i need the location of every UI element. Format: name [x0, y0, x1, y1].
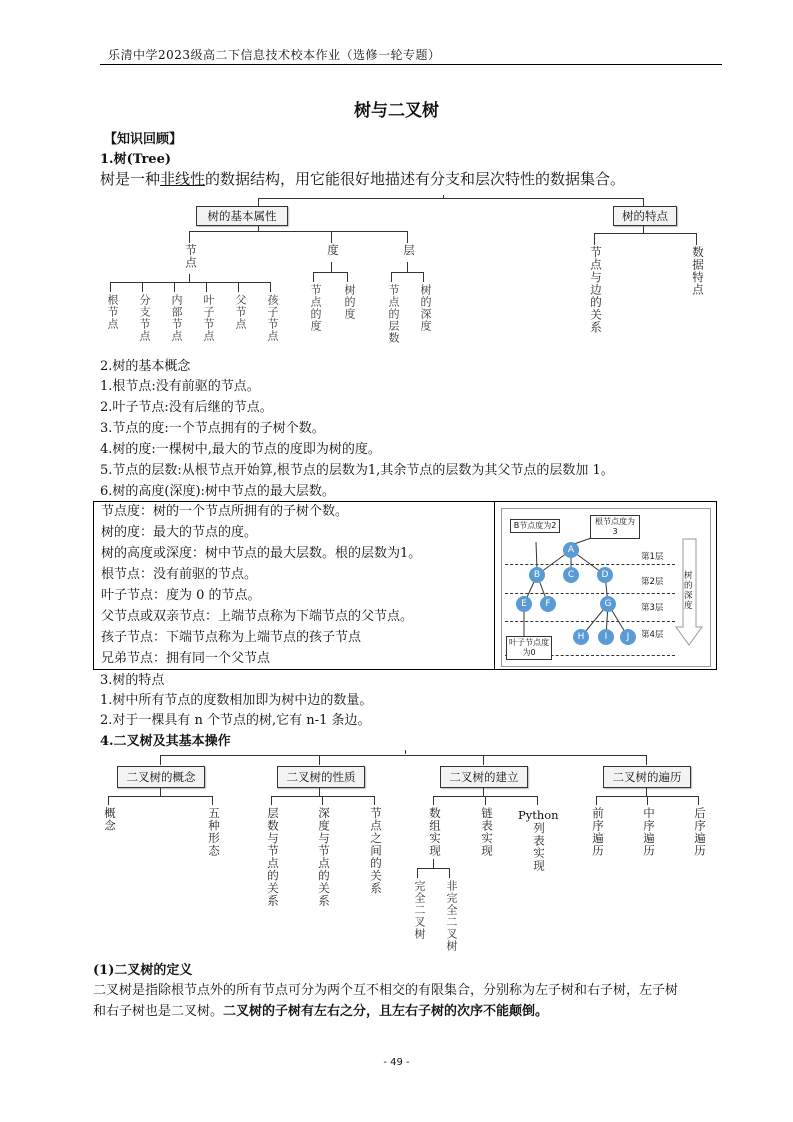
tree-node-d: D	[597, 567, 613, 583]
tree-node-j: J	[620, 629, 636, 645]
box-item: 孩子节点：下端节点称为上端节点的孩子节点	[101, 630, 362, 645]
level-label-2: 第2层	[641, 577, 664, 587]
level-divider	[505, 621, 675, 622]
feature-item: 2.对于一棵具有 n 个节点的树,它有 n-1 条边。	[100, 713, 371, 728]
level-label-1: 第1层	[641, 552, 664, 562]
concept-item: 2.叶子节点:没有后继的节点。	[100, 400, 273, 415]
traverse-child-2: 后序遍历	[693, 807, 707, 857]
box-bt-concept: 二叉树的概念	[117, 766, 205, 788]
page-header: 乐清中学2023级高二下信息技术校本作业（选修一轮专题）	[108, 48, 441, 62]
box-item: 树的高度或深度：树中节点的最大层数。根的层数为1。	[101, 546, 422, 561]
box-bt-properties: 二叉树的性质	[277, 766, 365, 788]
section3-heading: 3.树的特点	[100, 673, 165, 688]
traverse-child-1: 中序遍历	[642, 807, 656, 857]
node-child-3: 叶子节点	[202, 294, 215, 342]
tree-node-e: E	[516, 596, 532, 612]
node-child-0: 根节点	[106, 294, 119, 330]
traverse-child-0: 前序遍历	[591, 807, 605, 857]
level-divider	[505, 564, 675, 565]
array-sub-1: 非完全二叉树	[445, 880, 458, 952]
array-sub-0: 完全二叉树	[413, 880, 426, 940]
concept-item: 3.节点的度:一个节点拥有的子树个数。	[100, 421, 325, 436]
level-child-0: 节点的层数	[387, 284, 400, 344]
definition-line2-bold: 二叉树的子树有左右之分，且左右子树的次序不能颠倒。	[223, 1004, 549, 1019]
box-item: 树的度：最大的节点的度。	[101, 525, 258, 540]
desc-post: 的数据结构，用它能很好地描述有分支和层次特性的数据集合。	[205, 170, 626, 188]
box-tree-features: 树的特点	[613, 206, 677, 226]
degree-child-1: 树的度	[343, 284, 356, 320]
concept-item: 4.树的度:一棵树中,最大的节点的度即为树的度。	[100, 442, 381, 457]
definition-heading: (1)二叉树的定义	[93, 963, 193, 978]
page-title: 树与二叉树	[354, 101, 439, 121]
props-child-0: 层数与节点的关系	[266, 807, 280, 907]
section2-heading: 2.树的基本概念	[100, 359, 191, 374]
level-label-4: 第4层	[641, 630, 664, 640]
level-child-1: 树的深度	[419, 284, 432, 332]
box-bt-traversal: 二叉树的遍历	[603, 766, 691, 788]
review-heading: 【知识回顾】	[104, 132, 183, 147]
node-child-1: 分支节点	[138, 294, 151, 342]
section4-heading: 4.二叉树及其基本操作	[100, 734, 231, 749]
label-root-degree: 根节点度为3	[590, 515, 640, 539]
tree-node-b: B	[529, 567, 545, 583]
tree-node-g: G	[600, 596, 616, 612]
definition-line2	[93, 1004, 548, 1020]
desc-pre: 树是一种	[100, 170, 161, 188]
level-divider	[505, 593, 675, 594]
box-item: 叶子节点：度为 0 的节点。	[101, 588, 261, 603]
build-child-1: 链表实现	[480, 807, 494, 857]
build-child-2-python: Python	[518, 808, 559, 822]
props-child-1: 深度与节点的关系	[317, 807, 331, 907]
header-rule	[100, 64, 722, 65]
node-child-5: 孩子节点	[266, 294, 279, 342]
tree-node-f: F	[540, 596, 556, 612]
page-number: - 49 -	[383, 1057, 410, 1068]
box-item: 根节点：没有前驱的节点。	[101, 567, 258, 582]
box-item: 节点度：树的一个节点所拥有的子树个数。	[101, 504, 349, 519]
tree-figure	[501, 508, 711, 667]
feature-child-1: 数据特点	[691, 246, 705, 296]
label-level: 层	[402, 244, 416, 257]
feature-child-0: 节点与边的关系	[589, 246, 603, 334]
definition-line2-normal: 和右子树也是二叉树。	[93, 1004, 224, 1019]
depth-label: 树的深度	[684, 571, 693, 611]
concept-item: 6.树的高度(深度):树中节点的最大层数。	[100, 484, 335, 499]
props-child-2: 节点之间的关系	[369, 807, 383, 895]
build-child-0: 数组实现	[428, 807, 442, 857]
box-bt-build: 二叉树的建立	[440, 766, 528, 788]
node-child-4: 父节点	[234, 294, 247, 330]
definition-line1: 二叉树是指除根节点外的所有节点可分为两个互不相交的有限集合，分别称为左子树和右子树，左子树	[93, 983, 679, 998]
level-label-3: 第3层	[641, 603, 664, 613]
label-degree: 度	[326, 244, 340, 257]
tree-node-h: H	[573, 629, 589, 645]
concept-child-1: 五种形态	[207, 807, 221, 857]
concept-item: 1.根节点:没有前驱的节点。	[100, 379, 260, 394]
label-b-degree: B节点度为2	[510, 519, 560, 533]
box-item: 父节点或双亲节点：上端节点称为下端节点的父节点。	[101, 609, 414, 624]
degree-child-0: 节点的度	[309, 284, 322, 332]
section1-desc	[100, 171, 625, 187]
section1-heading: 1.树(Tree)	[100, 152, 171, 167]
tree-node-i: I	[598, 629, 614, 645]
feature-item: 1.树中所有节点的度数相加即为树中边的数量。	[100, 693, 373, 708]
tree-node-a: A	[563, 542, 579, 558]
tree-node-c: C	[563, 567, 579, 583]
box-tree-attributes: 树的基本属性	[196, 206, 288, 226]
box-item: 兄弟节点：拥有同一个父节点	[101, 651, 271, 666]
node-child-2: 内部节点	[170, 294, 183, 342]
label-leaf-degree: 叶子节点度为0	[506, 636, 552, 660]
label-node: 节点	[184, 244, 198, 269]
build-child-2: 列表实现	[532, 822, 546, 872]
concept-item: 5.节点的层数:从根节点开始算,根节点的层数为1,其余节点的层数为其父节点的层数加 1。	[100, 463, 614, 478]
concept-child-0: 概念	[103, 807, 117, 832]
desc-underlined: 非线性	[160, 170, 206, 188]
